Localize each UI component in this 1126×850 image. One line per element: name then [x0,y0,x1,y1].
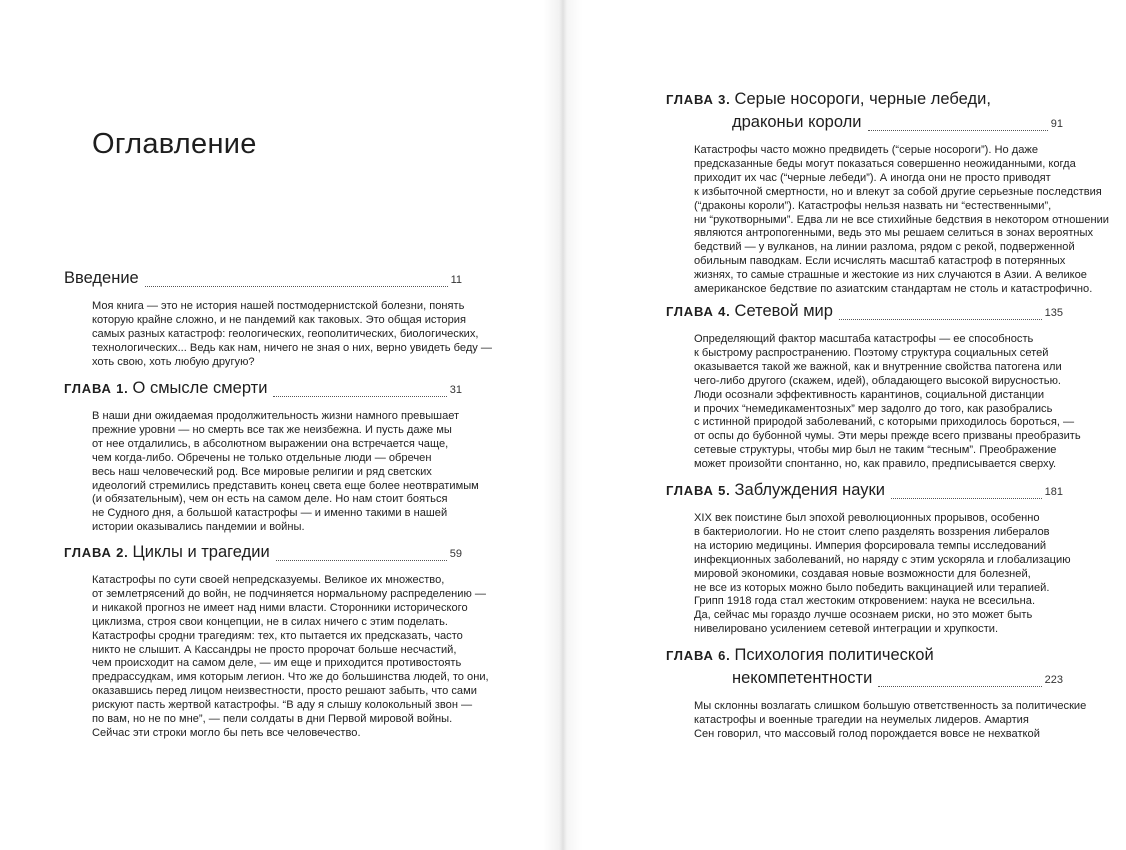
summary-line: прежние уровни — но смерть все так же неизбежна. И пусть даже мы [92,423,452,436]
summary-line: приходит их час (“черные лебеди”). А иногда они не просто приводят [694,171,1051,184]
toc-entry-title-line-1: Серые носороги, черные лебеди, [734,90,991,108]
summary-line: Грипп 1918 года стал жестоким откровением: наука не всесильна. [694,595,1036,608]
toc-entry-heading [666,300,1063,324]
page-number: 181 [1044,486,1063,498]
summary-line: оказавшись перед лицом неизвестности, просто решают забыть, что сами [92,685,477,698]
toc-entry-summary [694,144,1109,297]
summary-line: чем когда-либо. Обречены не только отдельные люди — обречен [92,451,432,464]
toc-entry-heading [666,88,1063,135]
dot-leader [273,396,446,397]
summary-line: от нее отдалились, в абсолютном выражении она встречается чаще, [92,437,449,450]
dot-leader [276,560,447,561]
chapter-label: ГЛАВА 3. [666,92,731,107]
summary-line: Катастрофы сродни трагедиям: тех, кто пытается их предсказать, часто [92,629,463,642]
summary-line: (“драконы короли”). Катастрофы нельзя назвать ни “естественными”, [694,199,1052,212]
toc-entry-chapter-5 [666,479,1071,637]
summary-line: жизнях, то самые страшные и жестокие из них случаются в Азии. А великое [694,269,1087,282]
summary-line: инфекционных заболеваний, но наряду с этим ускоряла и глобализацию [694,553,1071,566]
toc-entry-chapter-4 [666,300,1081,472]
summary-line: Сейчас эти строки могло бы петь все человечество. [92,726,361,739]
summary-line: рискуют пасть жертвой катастрофы. “В аду я слышу колокольный звон — [92,699,473,712]
chapter-label: ГЛАВА 5. [666,483,731,498]
summary-line: в бактериологии. Но не стоит слепо разделять воззрения либералов [694,525,1050,538]
summary-line: и никакой прогноз не имеет над ними власти. Сторонники исторического [92,601,468,614]
summary-line: не Судного дня, а большой катастрофы — и именно такими в нашей [92,507,448,520]
dot-leader [868,130,1048,131]
summary-line: хоть свою, хоть любую другую? [92,355,255,368]
page-number: 223 [1044,674,1063,686]
chapter-label: ГЛАВА 4. [666,304,731,319]
summary-line: чего-либо другого (скажем, идей), обладающего высокой вирусностью. [694,374,1061,387]
heading-line-1 [666,644,1063,667]
dot-leader [878,686,1041,687]
summary-line: истории оказывались пандемии и войны. [92,521,305,534]
summary-line: Люди осознали эффективность карантинов, социальной дистанции [694,388,1045,401]
summary-line: может произойти спонтанно, но, как правило, предписывается сверху. [694,458,1057,471]
summary-line: с истинной природой заболеваний, с которыми приходилось бороться, — [694,416,1075,429]
summary-line: ни “рукотворными”. Едва ли не все стихийные бедствия в некотором отношении [694,213,1109,226]
toc-entry-summary [694,700,1087,742]
summary-line: катастрофы и военные трагедии на неумелых лидеров. Амартия [694,713,1029,726]
summary-line: сетевые структуры, чтобы мир был не таким “тесным”. Преображение [694,444,1057,457]
dot-leader [891,498,1042,499]
summary-line: нивелировано усилением сетевой интеграции и хрупкости. [694,623,999,636]
summary-line: обильным паводкам. Если исчислять масштаб катастроф в потерянных [694,255,1066,268]
toc-entry-summary [694,512,1071,637]
summary-line: к избыточной смертности, но и влекут за собой другие серьезные последствия [694,185,1102,198]
chapter-label: ГЛАВА 2. [64,545,129,560]
summary-line: технологических... Ведь как нам, ничего не зная о них, верно увидеть беду — [92,341,493,354]
toc-entry-title: О смысле смерти [132,379,268,397]
summary-line: Мы склонны возлагать слишком большую ответственность за политические [694,700,1087,712]
summary-line: по вам, но не по мне”, — пели солдаты в дни Первой мировой войны. [92,713,453,726]
summary-line: бедствий — у вулканов, на линии разлома, рядом с рекой, подверженной [694,241,1075,254]
toc-entry-chapter-2 [64,541,489,741]
summary-line: Катастрофы по сути своей непредсказуемы. Великое их множество, [92,574,445,586]
summary-line: оказывается такой же важной, как и внутренние свойства патогена или [694,360,1062,373]
chapter-label: ГЛАВА 1. [64,381,129,396]
summary-line: В наши дни ожидаемая продолжительность жизни намного превышает [92,410,460,422]
summary-line: от землетрясений до войн, не подчиняется нормальному распределению — [92,587,486,600]
toc-entry-heading [64,377,462,401]
toc-entry-summary [92,300,493,370]
toc-entry-title-line-2: драконьи короли [732,113,862,131]
summary-line: Да, сейчас мы гораздо лучше осознаем риски, но это может быть [694,609,1033,622]
summary-line: являются антропогенными, ведь это мы решаем селиться в зонах вероятных [694,227,1094,240]
summary-line: никто не слышит. А Кассандры не просто пророчат больше несчастий, [92,643,457,656]
toc-entry-summary [694,333,1081,472]
toc-entry-summary [92,574,489,741]
toc-entry-heading [64,267,462,291]
summary-line: Определяющий фактор масштаба катастрофы — ее способность [694,333,1034,345]
dot-leader [145,286,448,287]
summary-line: самых разных катастроф: геологических, геополитических, биологических, [92,327,479,340]
summary-line: Катастрофы часто можно предвидеть (“серые носороги”). Но даже [694,144,1038,156]
summary-line: которую крайне сложно, и не пандемий как таковых. Это общая история [92,313,466,326]
summary-line: Сен говорил, что массовый голод порождается вовсе не нехваткой [694,727,1040,740]
toc-entry-title: Заблуждения науки [734,481,885,499]
toc-entry-heading [666,479,1063,503]
toc-entry-title: Сетевой мир [734,302,833,320]
toc-entry-chapter-1 [64,377,479,535]
summary-line: и прочих “немедикаментозных” мер задолго до того, как разобрались [694,402,1053,415]
toc-entry-heading [666,644,1063,691]
toc-entry-title: Циклы и трагедии [132,543,270,561]
page-number: 11 [450,274,462,286]
summary-line: чем происходит на самом деле, — им еще и приходится противостоять [92,657,462,670]
heading-line-2 [666,667,1063,691]
toc-entry-title: Введение [64,269,139,287]
toc-entry-chapter-3 [666,88,1109,297]
page-number: 31 [449,384,462,396]
heading-line-2 [666,111,1063,135]
page-number: 91 [1050,118,1063,130]
toc-entry-intro [64,267,493,370]
toc-entry-title-line-1: Психология политической [734,646,934,664]
summary-line: на историю медицины. Империя форсировала темпы исследований [694,539,1047,552]
page-number: 59 [449,548,462,560]
page-title: Оглавление [92,128,257,160]
summary-line: весь наш человеческий род. Все мировые религии и ряд светских [92,465,432,478]
summary-line: XIX век поистине был эпохой революционных прорывов, особенно [694,512,1040,524]
dot-leader [839,319,1042,320]
summary-line: циклизма, строя свои концепции, не в силах ничего с этим поделать. [92,615,448,628]
heading-line-1 [666,88,1063,111]
toc-entry-heading [64,541,462,565]
summary-line: (и обязательным), чем он есть на самом деле. Но нам стоит бояться [92,493,448,506]
chapter-label: ГЛАВА 6. [666,648,731,663]
summary-line: мировой экономики, создавая новые возможности для болезней, [694,567,1031,580]
summary-line: предсказанные беды могут показаться совершенно неожиданными, когда [694,157,1076,170]
toc-entry-title-line-2: некомпетентности [732,669,873,687]
page-number: 135 [1044,307,1063,319]
summary-line: идеологий стремились представить конец света еще более неотвратимым [92,479,479,492]
summary-line: к быстрому распространению. Поэтому структура социальных сетей [694,346,1049,359]
summary-line: американское бедствие по азиатским стандартам не столь и катастрофично. [694,283,1093,296]
book-spine-shadow [543,0,583,850]
summary-line: Моя книга — это не история нашей постмодернистской болезни, понять [92,300,465,312]
toc-entry-summary [92,410,479,535]
summary-line: от оспы до бубонной чумы. Эти меры прежде всего призваны преобразить [694,430,1081,443]
toc-entry-chapter-6 [666,644,1087,742]
summary-line: не все из которых можно было победить вакцинацией или терапией. [694,581,1050,594]
summary-line: предрассудкам, имя которым легион. Что же до большинства людей, то они, [92,671,489,684]
